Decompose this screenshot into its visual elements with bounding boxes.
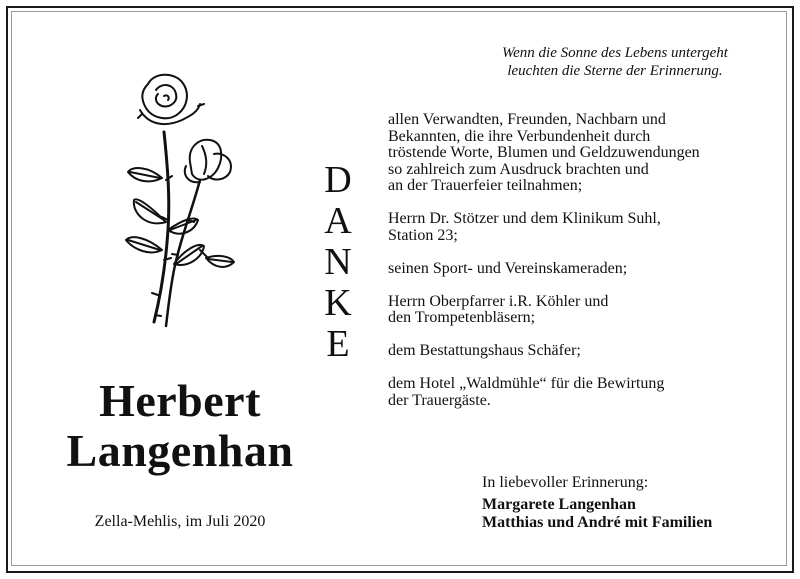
danke-heading <box>318 160 358 365</box>
thanks-line: dem Hotel „Waldmühle“ für die Bewirtung <box>388 375 665 392</box>
thanks-line: den Trompetenbläsern; <box>388 309 536 326</box>
deceased-name <box>30 376 330 476</box>
thanks-line: Herrn Dr. Stötzer und dem Klinikum Suhl, <box>388 210 661 227</box>
rose-icon <box>118 70 248 332</box>
thanks-list <box>388 112 788 426</box>
thanks-line: Bekannten, die ihre Verbundenheit durch <box>388 127 651 145</box>
thanks-paragraph <box>388 261 788 278</box>
thanks-line: allen Verwandten, Freunden, Nachbarn und <box>388 111 666 128</box>
danke-letter: A <box>324 200 352 242</box>
closing-block <box>482 474 782 532</box>
thanks-paragraph <box>388 294 788 327</box>
danke-letter: K <box>324 282 352 324</box>
motto <box>470 44 760 80</box>
motto-line: Wenn die Sonne des Lebens untergeht <box>502 45 728 61</box>
thanks-paragraph <box>388 211 788 244</box>
thanks-line: tröstende Worte, Blumen und Geldzuwendungen <box>388 144 700 161</box>
signer: Matthias und André mit Familien <box>482 514 713 531</box>
danke-letter: E <box>326 323 350 365</box>
motto-line: leuchten die Sterne der Erinnerung. <box>507 63 723 79</box>
thanks-paragraph <box>388 112 788 195</box>
place-date: Zella-Mehlis, im Juli 2020 <box>94 513 266 530</box>
last-name: Langenhan <box>66 425 294 476</box>
thanks-line: der Trauergäste. <box>388 391 491 409</box>
danke-letter: N <box>324 241 352 283</box>
thanks-paragraph <box>388 376 788 409</box>
thanks-line: Station 23; <box>388 226 458 244</box>
thanks-paragraph <box>388 343 788 360</box>
closing-intro: In liebevoller Erinnerung: <box>482 474 649 491</box>
thanks-line: an der Trauerfeier teilnahmen; <box>388 177 583 194</box>
thanks-line: dem Bestattungshaus Schäfer; <box>388 342 581 359</box>
signer: Margarete Langenhan <box>482 496 636 513</box>
thanks-line: seinen Sport- und Vereinskameraden; <box>388 259 628 277</box>
thanks-line: Herrn Oberpfarrer i.R. Köhler und <box>388 292 609 310</box>
thanks-line: so zahlreich zum Ausdruck brachten und <box>388 160 649 178</box>
first-name: Herbert <box>99 375 261 426</box>
danke-letter: D <box>324 159 352 201</box>
